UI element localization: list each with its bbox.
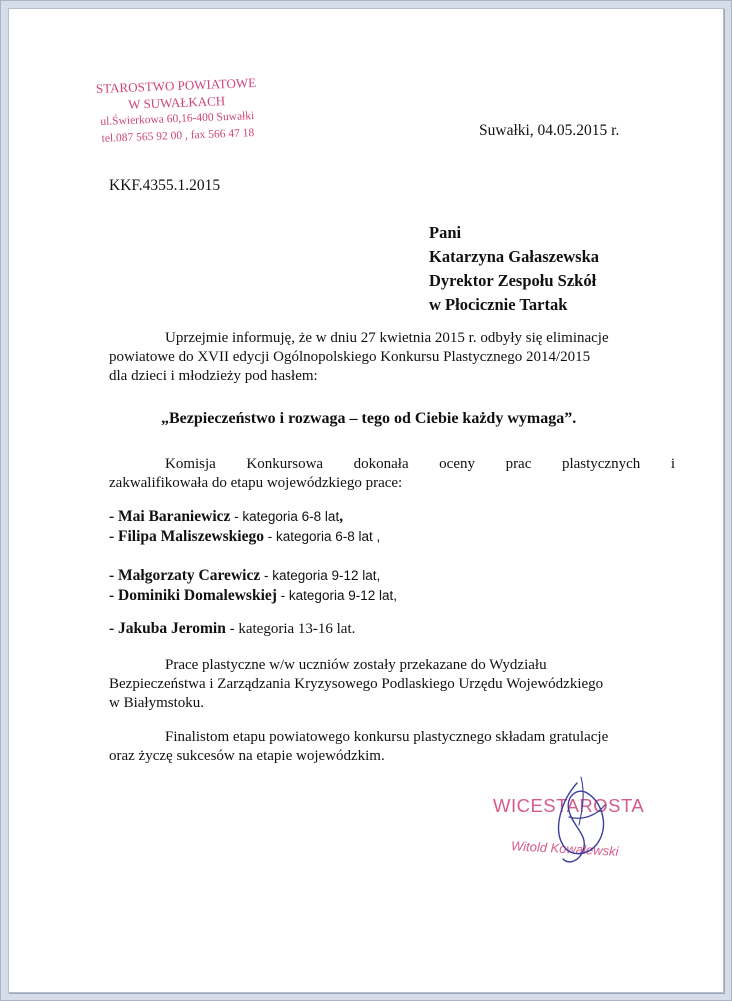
commission-word: plastycznych xyxy=(561,456,641,472)
winner-item xyxy=(109,566,397,586)
letter-date: Suwałki, 04.05.2015 r. xyxy=(479,122,620,139)
winner-name: - Filipa Maliszewskiego xyxy=(109,528,264,545)
commission-word: dokonała xyxy=(353,456,409,472)
commission-word: oceny xyxy=(439,456,475,472)
intro-line-1: Uprzejmie informuję, że w dniu 27 kwietnia 2015 r. odbyły się eliminacje xyxy=(165,330,609,346)
commission-word: Komisja xyxy=(165,456,216,472)
signature-name-stamp: Witold Kowalewski xyxy=(510,838,619,859)
stamp-phone: tel.087 565 92 00 , fax 566 47 18 xyxy=(101,127,255,145)
winner-category: - kategoria 13-16 lat. xyxy=(225,621,356,637)
transfer-paragraph xyxy=(109,656,679,713)
stamp-address: ul.Świerkowa 60,16-400 Suwałki xyxy=(100,110,255,128)
winner-category: - kategoria 6-8 lat xyxy=(230,509,340,524)
office-stamp xyxy=(90,74,264,149)
winner-category: - kategoria 9-12 lat, xyxy=(276,588,397,603)
recipient-line-1: Pani xyxy=(429,223,462,242)
winner-item xyxy=(109,619,355,639)
winners-group-1 xyxy=(109,507,380,547)
winners-group-2 xyxy=(109,566,397,606)
winner-name: - Mai Baraniewicz xyxy=(109,508,231,525)
winner-item xyxy=(109,586,397,606)
intro-line-2: powiatowe do XVII edycji Ogólnopolskiego Konkursu Plastycznego 2014/2015 xyxy=(109,349,591,365)
winner-category: - kategoria 6-8 lat , xyxy=(264,529,381,544)
letter-page xyxy=(8,8,724,993)
transfer-line-3: w Białymstoku. xyxy=(109,695,205,711)
winner-category: - kategoria 9-12 lat, xyxy=(260,568,381,583)
intro-paragraph xyxy=(109,329,675,386)
winner-item xyxy=(109,507,380,527)
commission-paragraph xyxy=(109,455,675,493)
winners-group-3 xyxy=(109,619,355,639)
contest-slogan: „Bezpieczeństwo i rozwaga – tego od Ciebie każdy wymaga”. xyxy=(161,410,577,427)
reference-number: KKF.4355.1.2015 xyxy=(109,177,221,194)
congratulations-line-1: Finalistom etapu powiatowego konkursu plastycznego składam gratulacje xyxy=(165,729,609,745)
commission-word: Konkursowa xyxy=(246,456,324,472)
winner-name: - Dominiki Domalewskiej xyxy=(109,587,277,604)
commission-word: i xyxy=(670,456,675,472)
winner-name: - Jakuba Jeromin xyxy=(109,620,226,637)
commission-line-2: zakwalifikowała do etapu wojewódzkiego prace: xyxy=(109,475,403,491)
stamp-line-1: STAROSTWO POWIATOWE xyxy=(95,74,257,97)
transfer-line-2: Bezpieczeństwa i Zarządzania Kryzysowego Podlaskiego Urzędu Wojewódzkiego xyxy=(109,676,604,692)
winner-item xyxy=(109,527,380,547)
congratulations-line-2: oraz życzę sukcesów na etapie wojewódzkim. xyxy=(109,748,385,764)
recipient-line-2: Katarzyna Gałaszewska xyxy=(429,247,600,266)
winner-name: - Małgorzaty Carewicz xyxy=(109,567,261,584)
commission-word: prac xyxy=(505,456,532,472)
stamp-line-2: W SUWAŁKACH xyxy=(127,93,226,112)
transfer-line-1: Prace plastyczne w/w uczniów zostały przekazane do Wydziału xyxy=(165,657,547,673)
intro-line-3: dla dzieci i młodzieży pod hasłem: xyxy=(109,368,318,384)
congratulations-paragraph xyxy=(109,728,679,766)
winner-suffix: , xyxy=(339,508,344,525)
recipient-line-3: Dyrektor Zespołu Szkół xyxy=(429,271,597,290)
signature-title-stamp: WICESTAROSTA xyxy=(493,795,645,816)
handwritten-signature xyxy=(539,771,629,871)
recipient-block xyxy=(429,221,599,317)
recipient-line-4: w Płocicznie Tartak xyxy=(429,295,568,314)
commission-line-1 xyxy=(109,455,675,474)
